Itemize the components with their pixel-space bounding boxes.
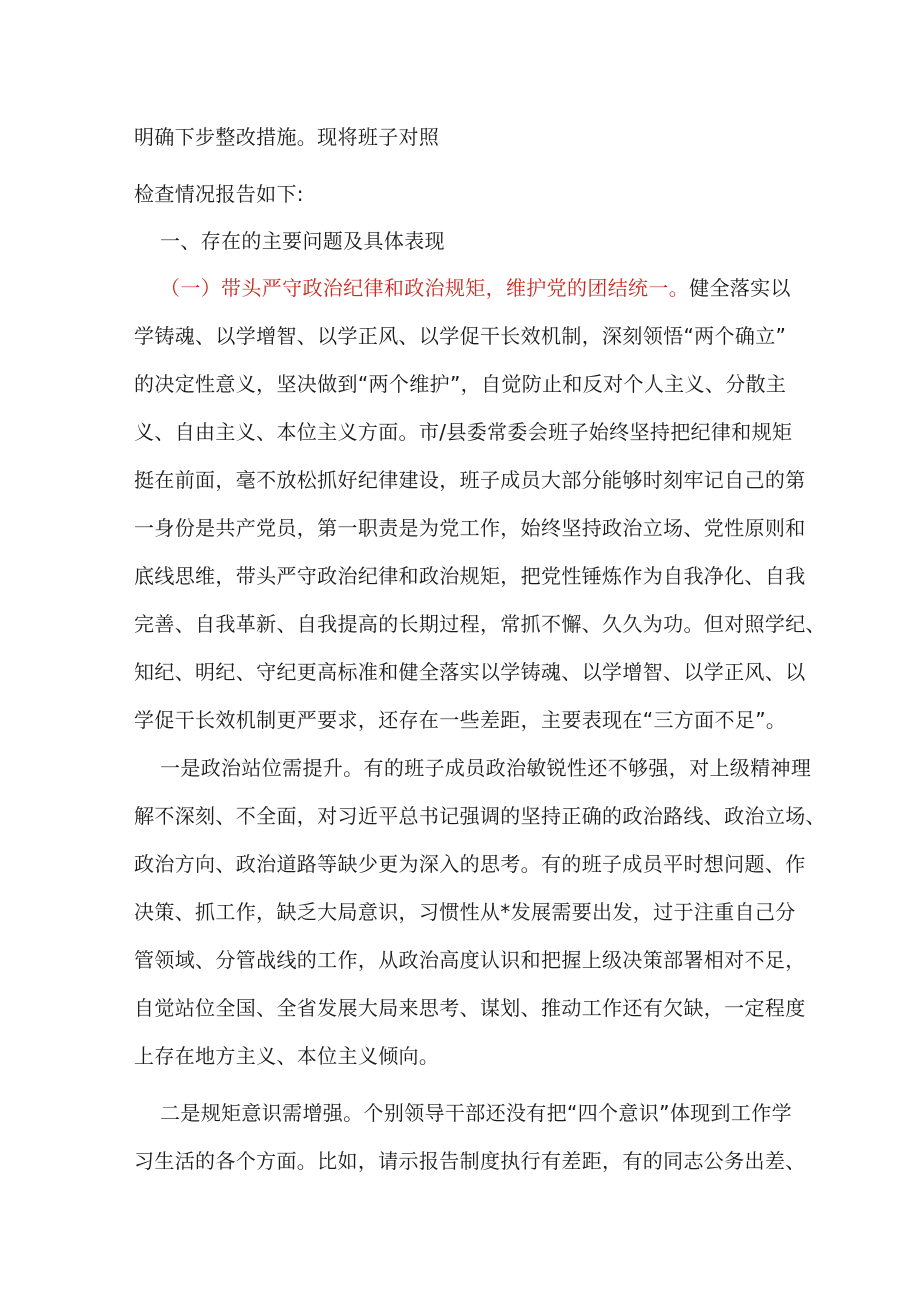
body-line: 政治方向、政治道路等缺少更为深入的思考。有的班子成员平时想问题、作 (134, 852, 806, 876)
body-line: 一是政治站位需提升。有的班子成员政治敏锐性还不够强，对上级精神理 (160, 756, 812, 780)
body-line: 习生活的各个方面。比如，请示报告制度执行有差距，有的同志公务出差、 (134, 1149, 806, 1173)
body-line: 学促干长效机制更严要求，还存在一些差距，主要表现在“三方面不足”。 (134, 708, 787, 732)
body-line: 学铸魂、以学增智、以学正风、以学促干长效机制，深刻领悟“两个确立” (134, 324, 787, 348)
body-line: 自觉站位全国、全省发展大局来思考、谋划、推动工作还有欠缺，一定程度 (134, 996, 806, 1020)
body-line: 管领域、分管战线的工作，从政治高度认识和把握上级决策部署相对不足， (134, 948, 806, 972)
body-line: 决策、抓工作，缺乏大局意识，习惯性从*发展需要出发，过于注重自己分 (134, 900, 796, 924)
body-line: 的决定性意义，坚决做到“两个维护”，自觉防止和反对个人主义、分散主 (134, 372, 787, 396)
section-heading: 一、存在的主要问题及具体表现 (160, 229, 445, 253)
body-line: 义、自由主义、本位主义方面。市/县委常委会班子始终坚持把纪律和规矩 (134, 420, 793, 444)
body-line: 解不深刻、不全面，对习近平总书记强调的坚持正确的政治路线、政治立场、 (134, 804, 826, 828)
body-line: 挺在前面，毫不放松抓好纪律建设，班子成员大部分能够时刻牢记自己的第 (134, 468, 806, 492)
intro-line: 明确下步整改措施。现将班子对照 (134, 125, 440, 149)
body-line: 底线思维，带头严守政治纪律和政治规矩，把党性锤炼作为自我净化、自我 (134, 564, 806, 588)
body-line: 完善、自我革新、自我提高的长期过程，常抓不懈、久久为功。但对照学纪、 (134, 612, 826, 636)
body-line: 一身份是共产党员，第一职责是为党工作，始终坚持政治立场、党性原则和 (134, 516, 806, 540)
body-line: 上存在地方主义、本位主义倾向。 (134, 1044, 440, 1068)
intro-line: 检查情况报告如下: (134, 182, 304, 206)
body-line: 知纪、明纪、守纪更高标准和健全落实以学铸魂、以学增智、以学正风、以 (134, 660, 806, 684)
subsection-title: （一）带头严守政治纪律和政治规矩，维护党的团结统一。 (160, 276, 690, 300)
body-line: 二是规矩意识需增强。个别领导干部还没有把“四个意识”体现到工作学 (160, 1101, 792, 1125)
subsection-body-start: 健全落实以 (689, 276, 791, 300)
subsection-first-line (160, 275, 820, 301)
